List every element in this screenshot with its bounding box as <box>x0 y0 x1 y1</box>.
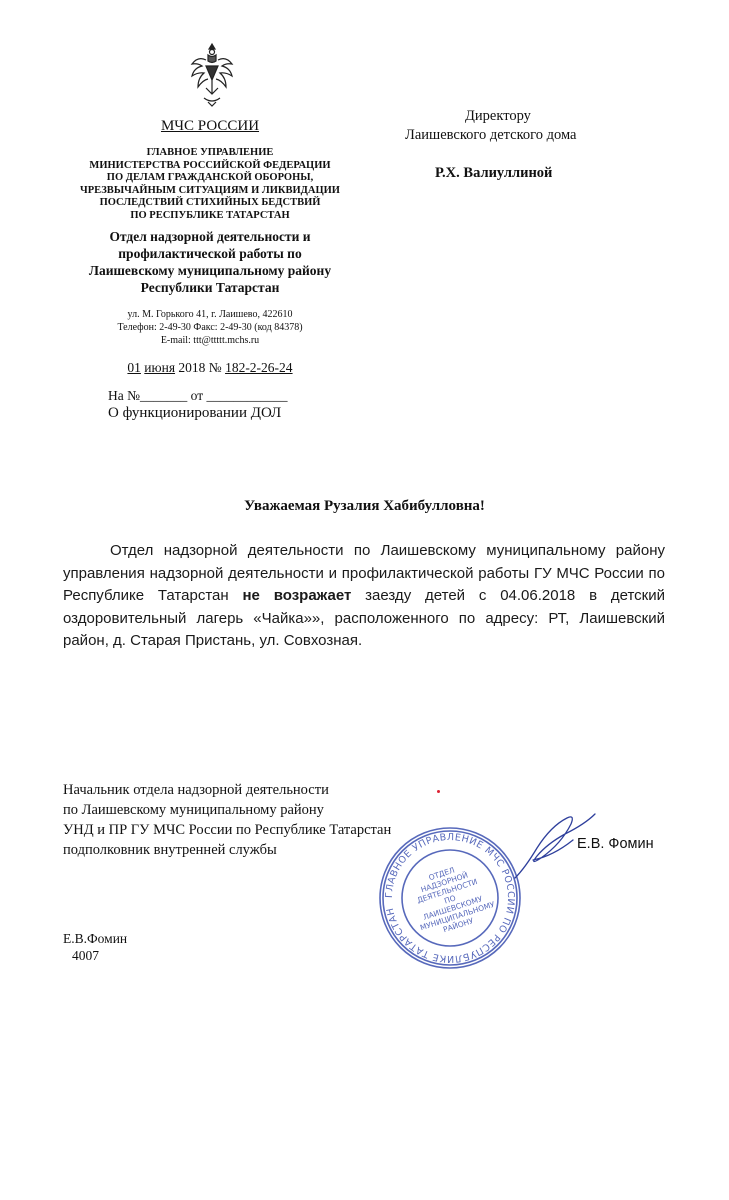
stamp-ring-text: ГЛАВНОЕ УПРАВЛЕНИЕ МЧС РОССИИ ПО РЕСПУБЛИКЕ ТАТАРСТАН <box>383 831 517 965</box>
body-emphasis: не возражает <box>242 587 352 604</box>
addressee-title: Директору <box>465 108 531 124</box>
address: ул. М. Горького 41, г. Лаишево, 422610 <box>127 309 293 320</box>
letter-subject: О функционировании ДОЛ <box>108 405 282 421</box>
date-month: июня <box>144 360 176 375</box>
dept-line: Республики Татарстан <box>140 280 280 295</box>
date-day: 01 <box>127 360 141 375</box>
doc-number: 182-2-26-24 <box>225 360 293 375</box>
org-name: МЧС РОССИИ <box>160 118 260 134</box>
department-name <box>0 228 420 296</box>
signature-line: подполковник внутренней службы <box>63 842 277 858</box>
agency-line: ПОСЛЕДСТВИЙ СТИХИЙНЫХ БЕДСТВИЙ <box>99 197 321 208</box>
executor-name: Е.В.Фомин <box>63 931 128 946</box>
addressee-name: Р.Х. Валиуллиной <box>435 165 553 181</box>
email: E-mail: ttt@ttttt.mchs.ru <box>160 335 260 346</box>
body-part: Отдел надзорной деятельности по Лаишевскому муниципальному району управления надзорной деятельности и профилактической работы ГУ МЧС России по Республике Татарстан <box>63 542 665 604</box>
letter-body <box>63 540 665 653</box>
salutation: Уважаемая Рузалия Хабибулловна! <box>244 498 485 514</box>
mchs-emblem-icon <box>188 40 236 110</box>
ink-dot <box>437 790 440 793</box>
signature-line: Начальник отдела надзорной деятельности <box>63 782 329 798</box>
dept-line: Лаишевскому муниципальному району <box>88 263 332 278</box>
agency-name <box>0 147 420 222</box>
executor-phone: 4007 <box>72 948 99 963</box>
signature-line: по Лаишевскому муниципальному району <box>63 802 324 818</box>
agency-line: ПО РЕСПУБЛИКЕ ТАТАРСТАН <box>130 209 290 221</box>
contacts <box>0 308 420 347</box>
addressee-org: Лаишевского детского дома <box>405 127 577 143</box>
signature-block <box>63 780 391 860</box>
stamp-inner-text: ОТДЕЛ НАДЗОРНОЙ ДЕЯТЕЛЬНОСТИ ПО ЛАИШЕВСКОМУ МУНИЦИПАЛЬНОМУ РАЙОНУ <box>415 865 496 935</box>
signer-name: Е.В. Фомин <box>577 836 654 852</box>
number-label: № <box>208 360 222 375</box>
agency-line: ЧРЕЗВЫЧАЙНЫМ СИТУАЦИЯМ И ЛИКВИДАЦИИ <box>80 184 340 196</box>
agency-line: МИНИСТЕРСТВА РОССИЙСКОЙ ФЕДЕРАЦИИ <box>89 159 331 171</box>
agency-line: ГЛАВНОЕ УПРАВЛЕНИЕ <box>146 147 274 158</box>
agency-line: ПО ДЕЛАМ ГРАЖДАНСКОЙ ОБОРОНЫ, <box>106 172 314 183</box>
date-year: 2018 <box>178 360 206 375</box>
phone-fax: Телефон: 2-49-30 Факс: 2-49-30 (код 84378) <box>117 322 303 333</box>
reply-reference: На №_______ от ____________ <box>108 388 288 403</box>
dept-line: профилактической работы по <box>118 246 302 261</box>
date-number-line <box>0 360 420 376</box>
signature-line: УНД и ПР ГУ МЧС России по Республике Татарстан <box>63 822 392 838</box>
executor-block <box>63 930 127 964</box>
body-part: заезду детей с 04.06.2018 в детский оздоровительный лагерь «Чайка»», расположенного по адресу: РТ, Лаишевский район, д. Старая Пристань, ул. Совхозная. <box>63 587 666 649</box>
dept-line: Отдел надзорной деятельности и <box>109 229 311 244</box>
